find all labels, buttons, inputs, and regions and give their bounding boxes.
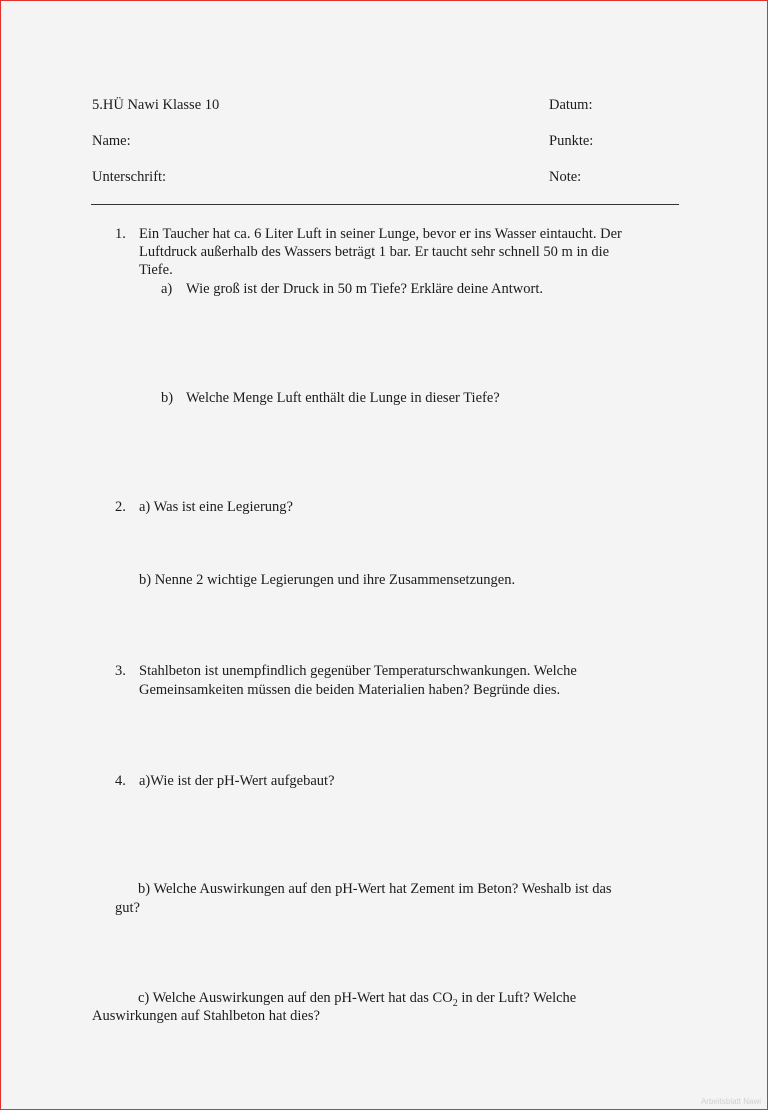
question-2b-text: b) Nenne 2 wichtige Legierungen und ihre Zusammensetzungen. (139, 572, 516, 588)
question-1-number: 1. (115, 226, 126, 242)
question-1-line-1: Ein Taucher hat ca. 6 Liter Luft in seiner Lunge, bevor er ins Wasser eintaucht. Der (139, 226, 622, 242)
question-4c-text-pre: c) Welche Auswirkungen auf den pH-Wert hat das CO (138, 990, 453, 1006)
co2-subscript: 2 (452, 997, 458, 1009)
signature-label: Unterschrift: (92, 169, 167, 185)
name-label: Name: (92, 133, 131, 149)
question-2a-text: a) Was ist eine Legierung? (139, 499, 293, 515)
question-1a-text: Wie groß ist der Druck in 50 m Tiefe? Erkläre deine Antwort. (186, 281, 543, 297)
question-4-number: 4. (115, 773, 126, 789)
question-4c-line-2: Auswirkungen auf Stahlbeton hat dies? (92, 1008, 320, 1024)
points-label: Punkte: (549, 133, 594, 149)
question-4b-line-1: b) Welche Auswirkungen auf den pH-Wert hat Zement im Beton? Weshalb ist das (138, 881, 612, 897)
date-label: Datum: (549, 97, 593, 113)
question-1a-label: a) (161, 281, 173, 297)
watermark: Arbeitsblatt Nawi (700, 1097, 761, 1106)
question-3-line-2: Gemeinsamkeiten müssen die beiden Materialien haben? Begründe dies. (139, 682, 561, 698)
question-1b-label: b) (161, 390, 174, 406)
question-4c-text-post: in der Luft? Welche (457, 990, 577, 1006)
question-1-line-3: Tiefe. (139, 262, 173, 278)
question-4a-text: a)Wie ist der pH-Wert aufgebaut? (139, 773, 335, 789)
question-1b-text: Welche Menge Luft enthält die Lunge in dieser Tiefe? (186, 390, 500, 406)
header-divider (91, 204, 679, 205)
question-3-line-1: Stahlbeton ist unempfindlich gegenüber Temperaturschwankungen. Welche (139, 663, 577, 679)
worksheet-title: 5.HÜ Nawi Klasse 10 (92, 97, 220, 113)
grade-label: Note: (549, 169, 582, 185)
question-4b-line-2: gut? (115, 900, 140, 916)
question-1-line-2: Luftdruck außerhalb des Wassers beträgt 1 bar. Er taucht sehr schnell 50 m in die (139, 244, 610, 260)
question-4c-line-1 (138, 989, 576, 1007)
question-2-number: 2. (115, 499, 126, 515)
question-3-number: 3. (115, 663, 126, 679)
